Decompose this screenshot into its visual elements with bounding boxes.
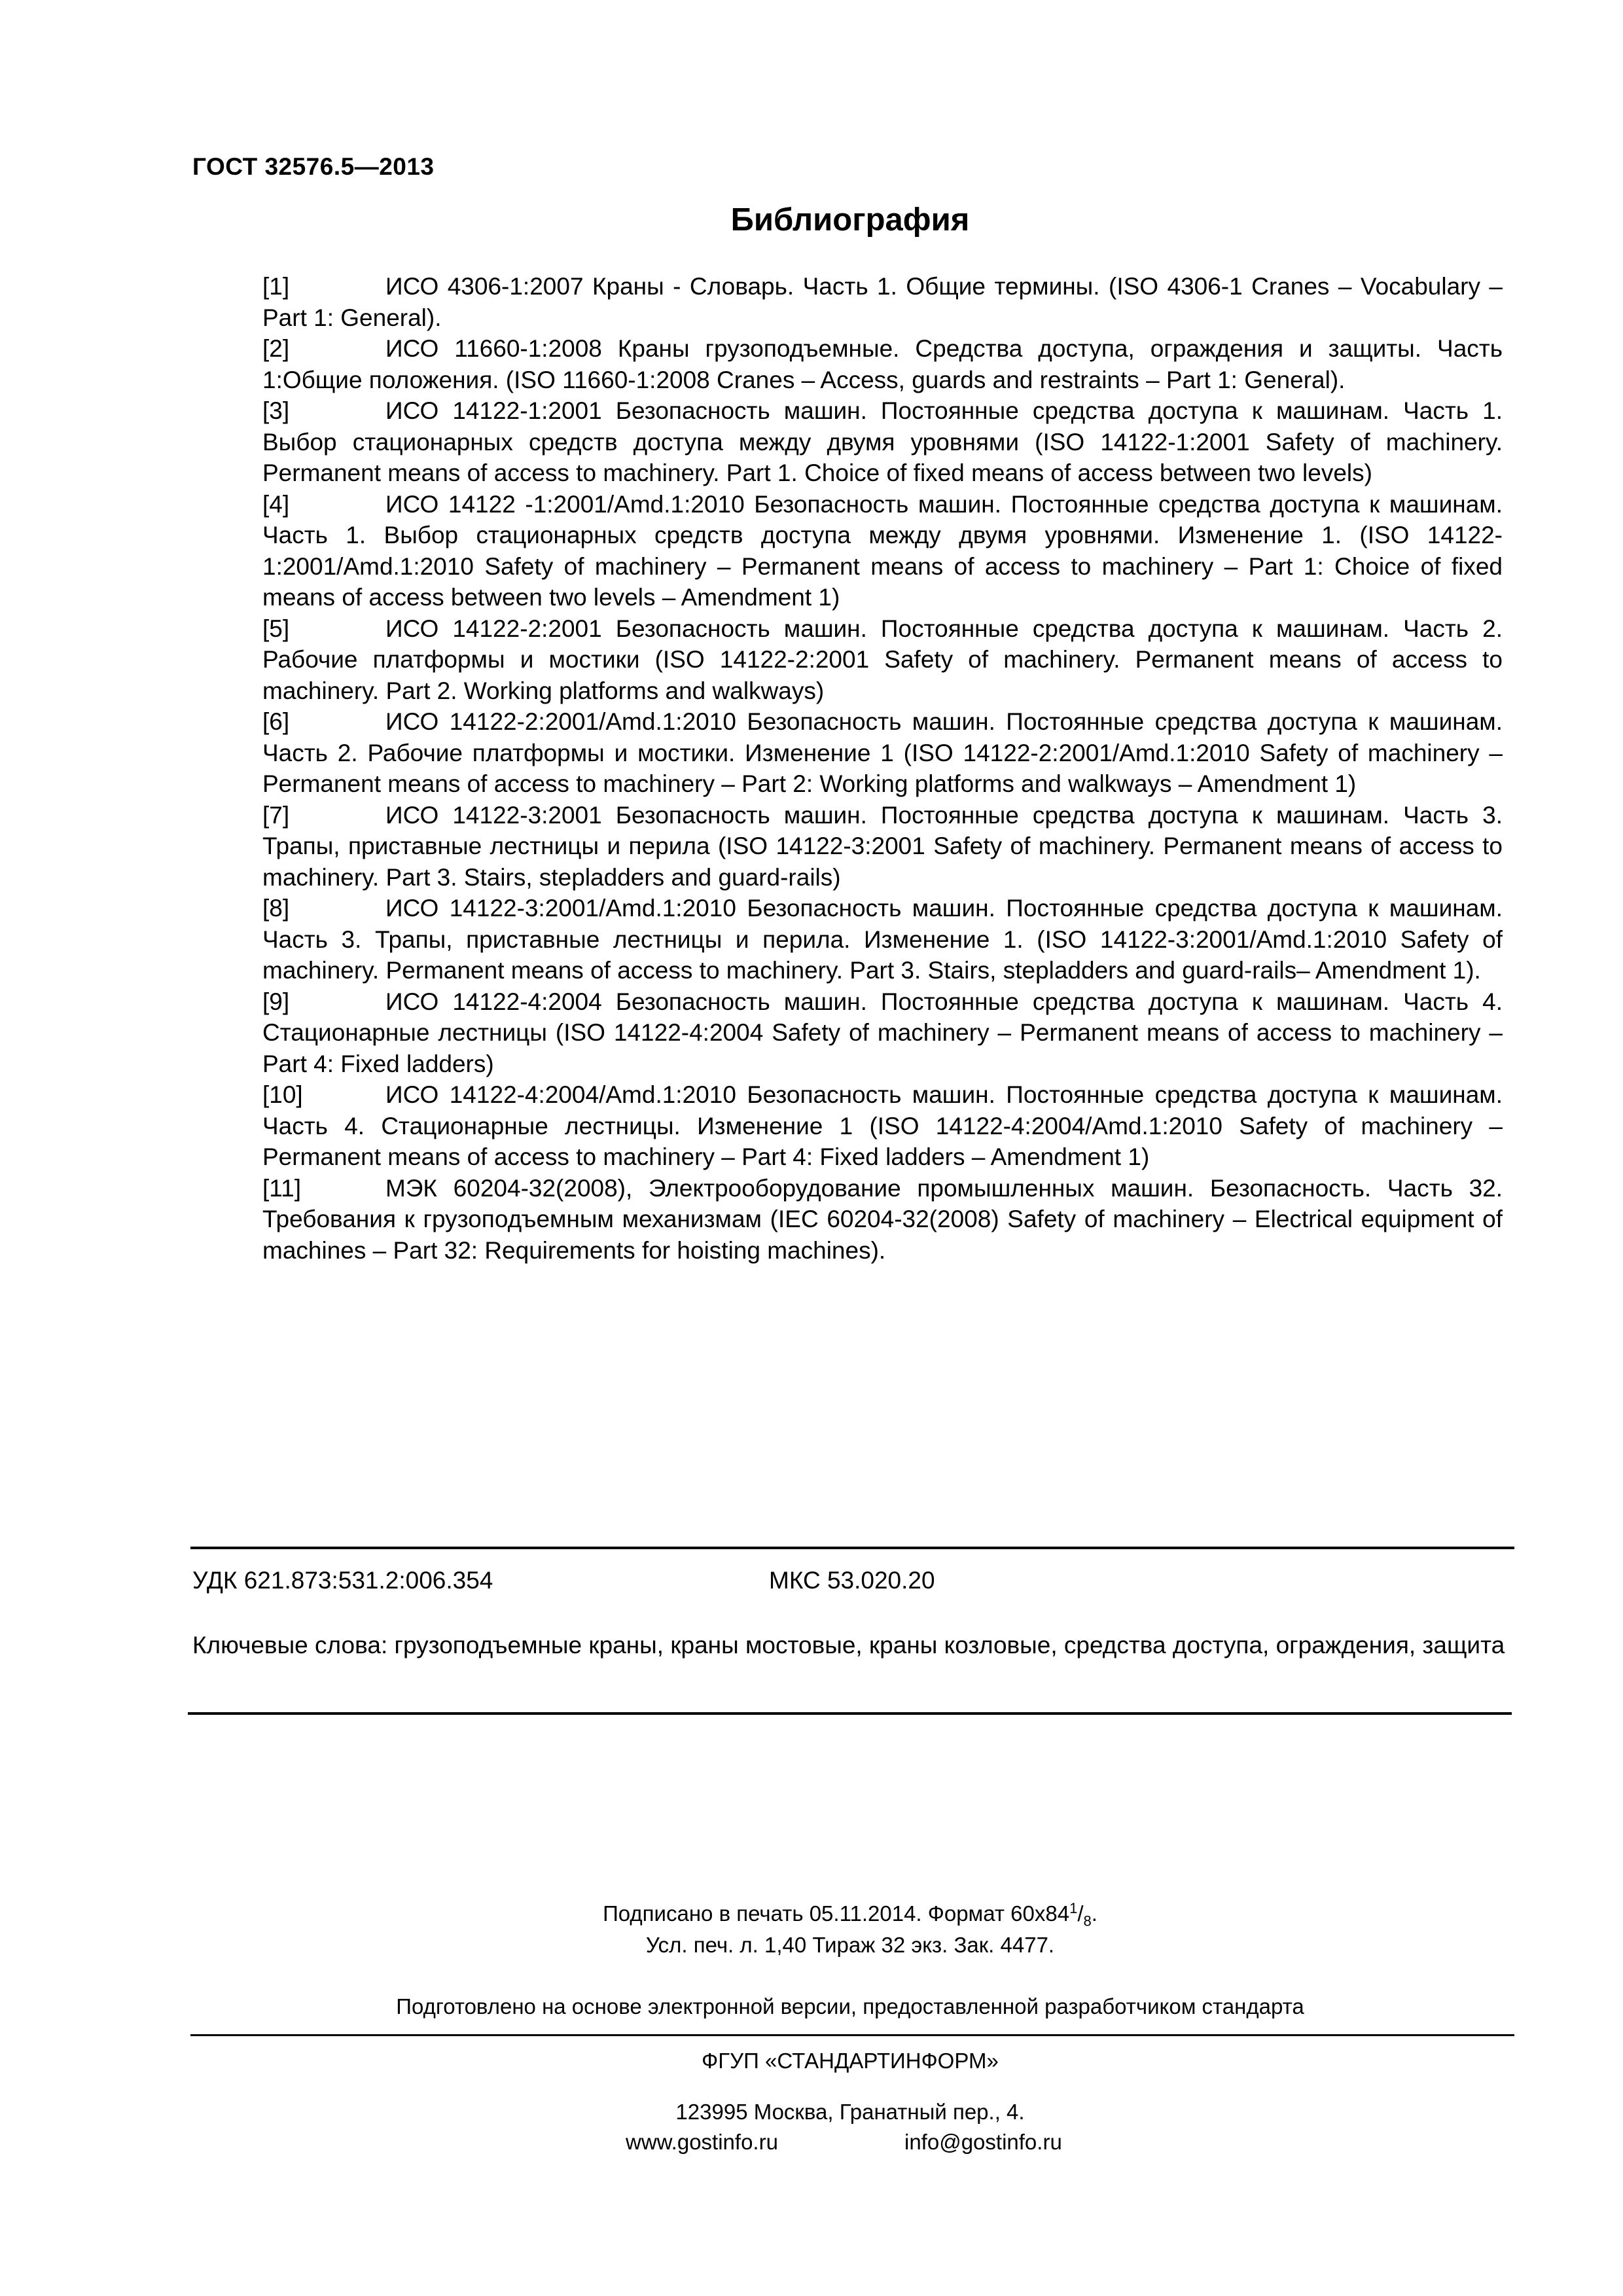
entry-number: [1] (262, 273, 290, 300)
entry-text: ИСО 14122-4:2004 Безопасность машин. Постоянные средства доступа к машинам. Часть 4. Стационарные лестницы (ISO 14122-4:2004 Safety of machinery – Permanent means of access to machinery – Part 4: Fixed ladders) (262, 988, 1503, 1077)
divider-middle (188, 1712, 1512, 1715)
divider-bottom (190, 2034, 1514, 2036)
publisher-name: ФГУП «СТАНДАРТИНФОРМ» (702, 2049, 999, 2073)
format-denominator: 8 (1083, 1912, 1092, 1929)
entry-number: [9] (262, 988, 290, 1015)
entry-text: ИСО 14122-2:2001/Amd.1:2010 Безопасность машин. Постоянные средства доступа к машинам. Часть 2. Рабочие платформы и мостики. Изменение 1 (ISO 14122-2:2001/Amd.1:2010 Safety of machinery – Permanent means of access to machinery – Part 2: Working platforms and walkways – Amendment 1) (262, 708, 1503, 797)
entry-number: [8] (262, 895, 290, 922)
imprint-signed-suffix: . (1091, 1901, 1097, 1926)
publisher-email-link[interactable]: info@gostinfo.ru (904, 2130, 1062, 2154)
bibliography-entry (262, 1079, 1503, 1173)
entry-text: ИСО 14122-4:2004/Amd.1:2010 Безопасность машин. Постоянные средства доступа к машинам. Часть 4. Стационарные лестницы. Изменение 1 (ISO 14122-4:2004/Amd.1:2010 Safety of machinery – Permanent means of access to machinery – Part 4: Fixed ladders – Amendment 1) (262, 1081, 1503, 1170)
entry-number: [6] (262, 708, 290, 735)
bibliography-list (262, 271, 1503, 1266)
imprint-signed-text: Подписано в печать 05.11.2014. Формат 60х84 (603, 1901, 1070, 1926)
publisher-address: 123995 Москва, Гранатный пер., 4. (675, 2100, 1025, 2124)
entry-number: [10] (262, 1081, 303, 1108)
bibliography-entry (262, 613, 1503, 707)
bibliography-entry (262, 395, 1503, 489)
divider-top (190, 1547, 1514, 1549)
format-numerator: 1 (1069, 1900, 1078, 1916)
entry-number: [2] (262, 335, 290, 362)
entry-text: МЭК 60204-32(2008), Электрооборудование промышленных машин. Безопасность. Часть 32. Требования к грузоподъемным механизмам (IEC 60204-32(2008) Safety of machinery – Electrical equipment of machines – Part 32: Requirements for hoisting machines). (262, 1174, 1503, 1264)
entry-number: [5] (262, 615, 290, 642)
entry-number: [3] (262, 397, 290, 424)
entry-text: ИСО 11660-1:2008 Краны грузоподъемные. Средства доступа, ограждения и защиты. Часть 1:Общие положения. (ISO 11660-1:2008 Cranes – Access, guards and restraints – Part 1: General). (262, 335, 1503, 393)
bibliography-entry (262, 271, 1503, 333)
imprint-signed-line: Подписано в печать 05.11.2014. Формат $60х84^1/_8$. (603, 1900, 1097, 1929)
mks-code: МКС 53.020.20 (769, 1567, 935, 1594)
keywords: Ключевые слова: грузоподъемные краны, краны мостовые, краны козловые, средства доступа, ограждения, защита (192, 1632, 1505, 1659)
entry-number: [4] (262, 490, 290, 518)
entry-number: [7] (262, 801, 290, 829)
publisher-website-link[interactable]: www.gostinfo.ru (626, 2130, 778, 2154)
imprint-prepared-note: Подготовлено на основе электронной версии, предоставленной разработчиком стандарта (396, 1994, 1304, 2018)
bibliography-entry (262, 1173, 1503, 1266)
entry-text: ИСО 14122-1:2001 Безопасность машин. Постоянные средства доступа к машинам. Часть 1. Выбор стационарных средств доступа между двумя уровнями (ISO 14122-1:2001 Safety of machinery. Permanent means of access to machinery. Part 1. Choice of fixed means of access between two levels) (262, 397, 1503, 486)
entry-text: ИСО 14122-3:2001/Amd.1:2010 Безопасность машин. Постоянные средства доступа к машинам. Часть 3. Трапы, приставные лестницы и перила. Изменение 1. (ISO 14122-3:2001/Amd.1:2010 Safety of machinery. Permanent means of access to machinery. Part 3. Stairs, stepladders and guard-rails– Amendment 1). (262, 895, 1503, 984)
entry-text: ИСО 14122-2:2001 Безопасность машин. Постоянные средства доступа к машинам. Часть 2. Рабочие платформы и мостики (ISO 14122-2:2001 Safety of machinery. Permanent means of access to machinery. Part 2. Working platforms and walkways) (262, 615, 1503, 704)
bibliography-entry (262, 986, 1503, 1080)
bibliography-entry (262, 333, 1503, 395)
udk-code: УДК 621.873:531.2:006.354 (192, 1567, 493, 1594)
bibliography-title: Библиография (730, 202, 970, 238)
bibliography-entry (262, 706, 1503, 800)
entry-text: ИСО 14122 -1:2001/Amd.1:2010 Безопасность машин. Постоянные средства доступа к машинам. Часть 1. Выбор стационарных средств доступа между двумя уровнями. Изменение 1. (ISO 14122-1:2001/Amd.1:2010 Safety of machinery – Permanent means of access to machinery – Part 1: Choice of fixed means of access between two levels – Amendment 1) (262, 490, 1503, 611)
bibliography-entry (262, 489, 1503, 613)
bibliography-entry (262, 893, 1503, 986)
imprint-print-info: Усл. печ. л. 1,40 Тираж 32 экз. Зак. 4477. (645, 1933, 1055, 1957)
document-code: ГОСТ 32576.5—2013 (192, 153, 435, 180)
bibliography-entry (262, 800, 1503, 893)
entry-text: ИСО 4306-1:2007 Краны - Словарь. Часть 1. Общие термины. (ISO 4306-1 Cranes – Vocabulary – Part 1: General). (262, 273, 1503, 331)
entry-text: ИСО 14122-3:2001 Безопасность машин. Постоянные средства доступа к машинам. Часть 3. Трапы, приставные лестницы и перила (ISO 14122-3:2001 Safety of machinery. Permanent means of access to machinery. Part 3. Stairs, stepladders and guard-rails) (262, 801, 1503, 891)
entry-number: [11] (262, 1174, 301, 1202)
